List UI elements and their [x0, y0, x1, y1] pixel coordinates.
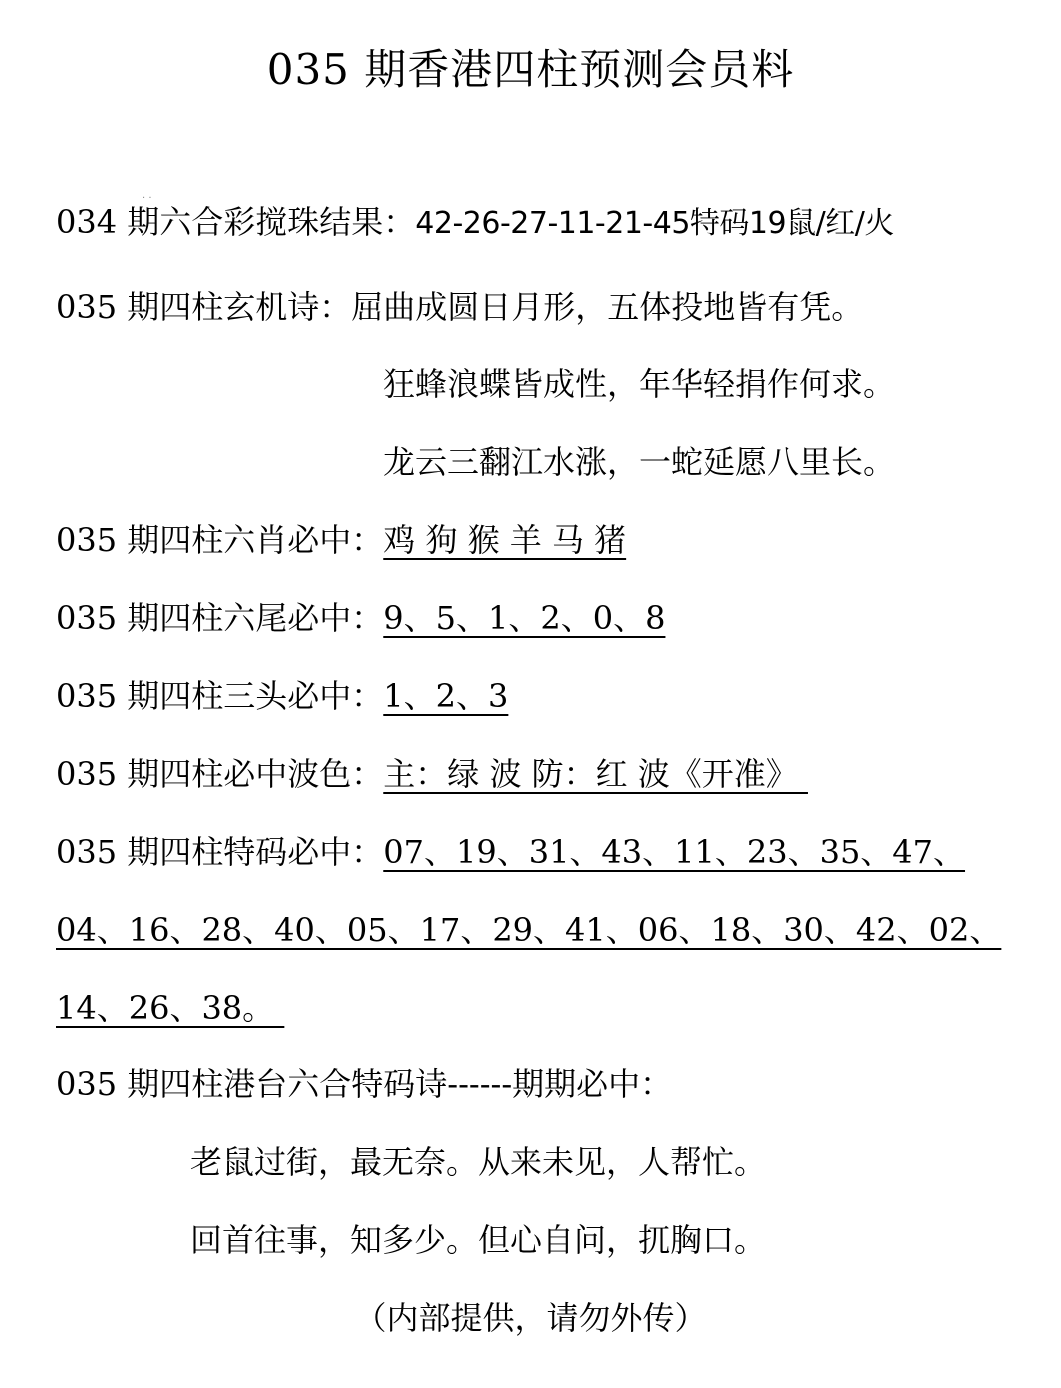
special-numbers-row-2: 04、16、28、40、05、17、29、41、06、18、30、42、02、	[56, 911, 1002, 949]
wave-color-line	[56, 752, 808, 796]
special-numbers-line-1	[56, 830, 965, 874]
draw-result-value: 42-26-27-11-21-45特码19鼠/红/火	[415, 206, 894, 241]
poem-verse-3: 龙云三翻江水涨，一蛇延愿八里长。	[383, 443, 896, 481]
special-poem-verse-1: 老鼠过街，最无奈。从来未见，人帮忙。	[190, 1143, 767, 1181]
poem-verse-1: 屈曲成圆日月形，五体投地皆有凭。	[351, 288, 864, 326]
footer-note: （内部提供，请勿外传）	[354, 1299, 707, 1337]
special-poem-verse-2: 回首往事，知多少。但心自问，扤胸口。	[190, 1221, 767, 1259]
poem-line-1	[56, 285, 863, 329]
poem-verse-2: 狂蜂浪蝶皆成性，年华轻捐作何求。	[383, 365, 896, 403]
special-poem-heading: 035 期四柱港台六合特码诗------期期必中：	[56, 1065, 673, 1103]
special-numbers-row-3: 14、26、38。	[56, 989, 285, 1027]
six-zodiac-label: 035 期四柱六肖必中：	[56, 521, 384, 559]
scan-speck: · ·	[142, 193, 152, 204]
special-numbers-row-1: 07、19、31、43、11、23、35、47、	[383, 833, 966, 871]
poem-label: 035 期四柱玄机诗：	[56, 288, 352, 326]
page-title: 035 期香港四柱预测会员料	[266, 45, 795, 94]
special-numbers-line-3	[56, 986, 284, 1030]
special-numbers-line-2	[56, 908, 1001, 952]
six-zodiac-line	[56, 518, 626, 562]
three-heads-value: 1、2、3	[383, 677, 509, 715]
wave-color-label: 035 期四柱必中波色：	[56, 755, 384, 793]
six-tails-line	[56, 596, 665, 640]
six-tails-label: 035 期四柱六尾必中：	[56, 599, 384, 637]
six-zodiac-value: 鸡 狗 猴 羊 马 猪	[383, 521, 627, 559]
wave-color-value: 主：绿 波 防：红 波《开准》	[383, 755, 808, 793]
three-heads-label: 035 期四柱三头必中：	[56, 677, 384, 715]
three-heads-line	[56, 674, 508, 718]
draw-result-line	[56, 200, 894, 246]
six-tails-value: 9、5、1、2、0、8	[383, 599, 666, 637]
draw-result-label: 034 期六合彩搅珠结果：	[56, 203, 416, 241]
special-numbers-label: 035 期四柱特码必中：	[56, 833, 384, 871]
